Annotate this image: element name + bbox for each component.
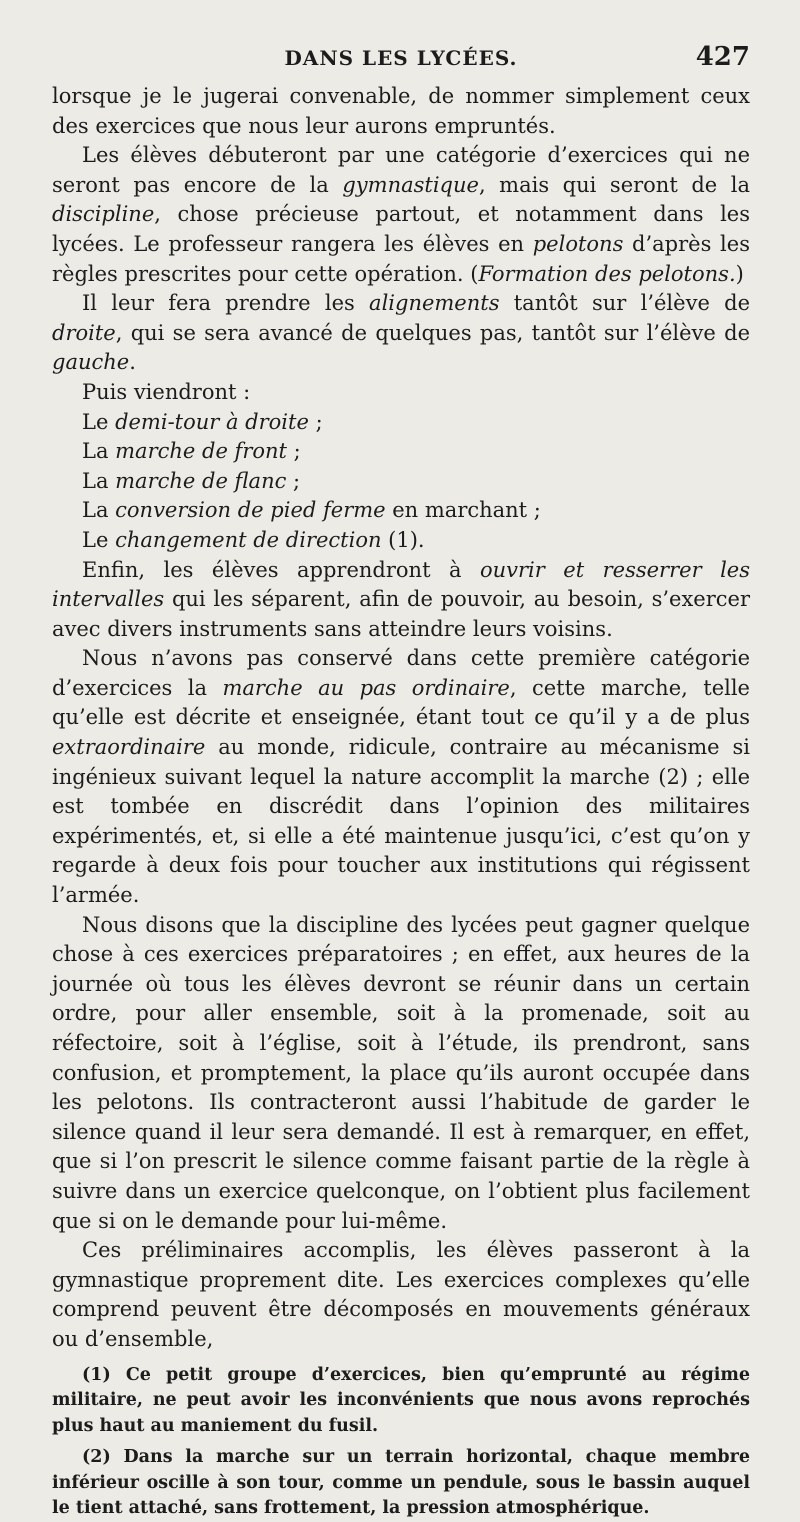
text-run: . bbox=[129, 350, 136, 375]
list-item bbox=[52, 526, 750, 556]
running-head: DANS LES LYCÉES. bbox=[284, 46, 518, 70]
footnote: (2) Dans la marche sur un terrain horizontal, chaque membre inférieur oscille à son tour, comme un pendule, sous le bassin auquel le tient attaché, sans frottement, la pression atmosphérique. bbox=[52, 1447, 750, 1519]
text-run: en marchant ; bbox=[385, 498, 541, 523]
italic-text: marche de flanc bbox=[115, 468, 287, 493]
footnotes bbox=[52, 1363, 750, 1522]
text-run: ; bbox=[286, 468, 301, 493]
list-item bbox=[52, 496, 750, 526]
text-run: ) bbox=[735, 261, 744, 286]
italic-text: changement de direction bbox=[115, 527, 382, 552]
italic-text: gymnastique bbox=[342, 172, 479, 197]
text-run: Enfin, les élèves apprendront à bbox=[82, 557, 480, 582]
italic-text: ouvrir et resserrer les intervalles bbox=[52, 557, 750, 612]
text-run: Ces préliminaires accomplis, les élèves passeront à la gymnastique proprement dite. Les exercices complexes qu’elle comprend peuvent être décomposés en mouvements généraux ou d’ensemble, bbox=[52, 1238, 750, 1351]
list-item bbox=[52, 437, 750, 467]
text-run: , cette marche, telle qu’elle est décrite et enseignée, étant tout ce qu’il y a de plus bbox=[52, 675, 750, 730]
text-run: Nous n’avons pas conservé dans cette première catégorie d’exercices la bbox=[52, 646, 750, 700]
page-number: 427 bbox=[695, 42, 750, 72]
footnote: (1) Ce petit groupe d’exercices, bien qu’emprunté au régime militaire, ne peut avoir les inconvénients que nous avons reprochés plus haut au maniement du fusil. bbox=[52, 1364, 750, 1436]
italic-text: pelotons bbox=[532, 231, 624, 256]
paragraph bbox=[52, 644, 750, 910]
paragraph bbox=[52, 82, 750, 141]
italic-text: Formation des pelotons. bbox=[478, 261, 736, 286]
text-run: Le bbox=[82, 409, 116, 434]
italic-text: gauche bbox=[52, 350, 130, 375]
paragraph bbox=[52, 378, 750, 408]
italic-text: demi-tour à droite bbox=[115, 409, 309, 434]
text-run: , mais qui seront de la bbox=[478, 172, 750, 197]
paragraph bbox=[52, 1236, 750, 1354]
text-run: qui les séparent, afin de pouvoir, au besoin, s’exercer avec divers instruments sans atteindre leurs voisins. bbox=[52, 587, 750, 641]
italic-text: alignements bbox=[369, 291, 500, 316]
page-header bbox=[52, 38, 750, 70]
text-run: (1). bbox=[381, 527, 425, 552]
italic-text: droite bbox=[52, 320, 116, 345]
italic-text: discipline bbox=[52, 202, 155, 227]
list-item bbox=[52, 467, 750, 497]
text-run: , chose précieuse partout, et notamment dans les lycées. Le professeur rangera les élèves en bbox=[52, 202, 750, 256]
text-run: Il leur fera prendre les bbox=[82, 291, 370, 316]
text-run: La bbox=[82, 468, 116, 493]
text-run: ; bbox=[308, 409, 323, 434]
text-run: La bbox=[82, 498, 116, 523]
text-run: au monde, ridicule, contraire au mécanisme si ingénieux suivant lequel la nature accomplit la marche (2) ; elle est tombée en discrédit dans l’opinion des militaires expérimentés, et, si elle a été maintenue jusqu’ici, c’est qu’on y regarde à deux fois pour toucher aux institutions qui régissent l’armée. bbox=[52, 735, 750, 908]
italic-text: marche de front bbox=[115, 439, 287, 464]
paragraph bbox=[52, 556, 750, 645]
text-run: , qui se sera avancé de quelques pas, tantôt sur l’élève de bbox=[115, 320, 750, 345]
text-run: Les élèves débuteront par une catégorie d’exercices qui ne seront pas encore de la bbox=[52, 143, 750, 197]
text-run: Le bbox=[82, 527, 116, 552]
paragraph bbox=[52, 911, 750, 1237]
italic-text: conversion de pied ferme bbox=[115, 498, 386, 523]
italic-text: extraordinaire bbox=[52, 735, 206, 760]
text-run: lorsque je le jugerai convenable, de nommer simplement ceux des exercices que nous leur aurons empruntés. bbox=[52, 84, 750, 138]
paragraph bbox=[52, 141, 750, 289]
text-run: La bbox=[82, 439, 116, 464]
text-run: Puis viendront : bbox=[82, 379, 251, 404]
paragraph bbox=[52, 289, 750, 378]
text-run: Nous disons que la discipline des lycées peut gagner quelque chose à ces exercices préparatoires ; en effet, aux heures de la journée où tous les élèves devront se réunir dans un certain ordre, pour aller ensemble, soit à la promenade, soit au réfectoire, soit à l’église, soit à l’étude, ils prendront, sans confusion, et promptement, la place qu’ils auront occupée dans les pelotons. Ils contracteront aussi l’habitude de garder le silence quand il leur sera demandé. Il est à remarquer, en effet, que si l’on prescrit le silence comme faisant partie de la règle à suivre dans un exercice quelconque, on l’obtient plus facilement que si on le demande pour lui-même. bbox=[52, 912, 750, 1233]
body-text bbox=[52, 82, 750, 1355]
text-run: tantôt sur l’élève de bbox=[499, 291, 750, 316]
text-run: ; bbox=[286, 439, 301, 464]
italic-text: marche au pas ordinaire bbox=[222, 675, 510, 700]
list-item bbox=[52, 408, 750, 438]
text-run: d’après les règles prescrites pour cette opération. ( bbox=[52, 231, 750, 286]
